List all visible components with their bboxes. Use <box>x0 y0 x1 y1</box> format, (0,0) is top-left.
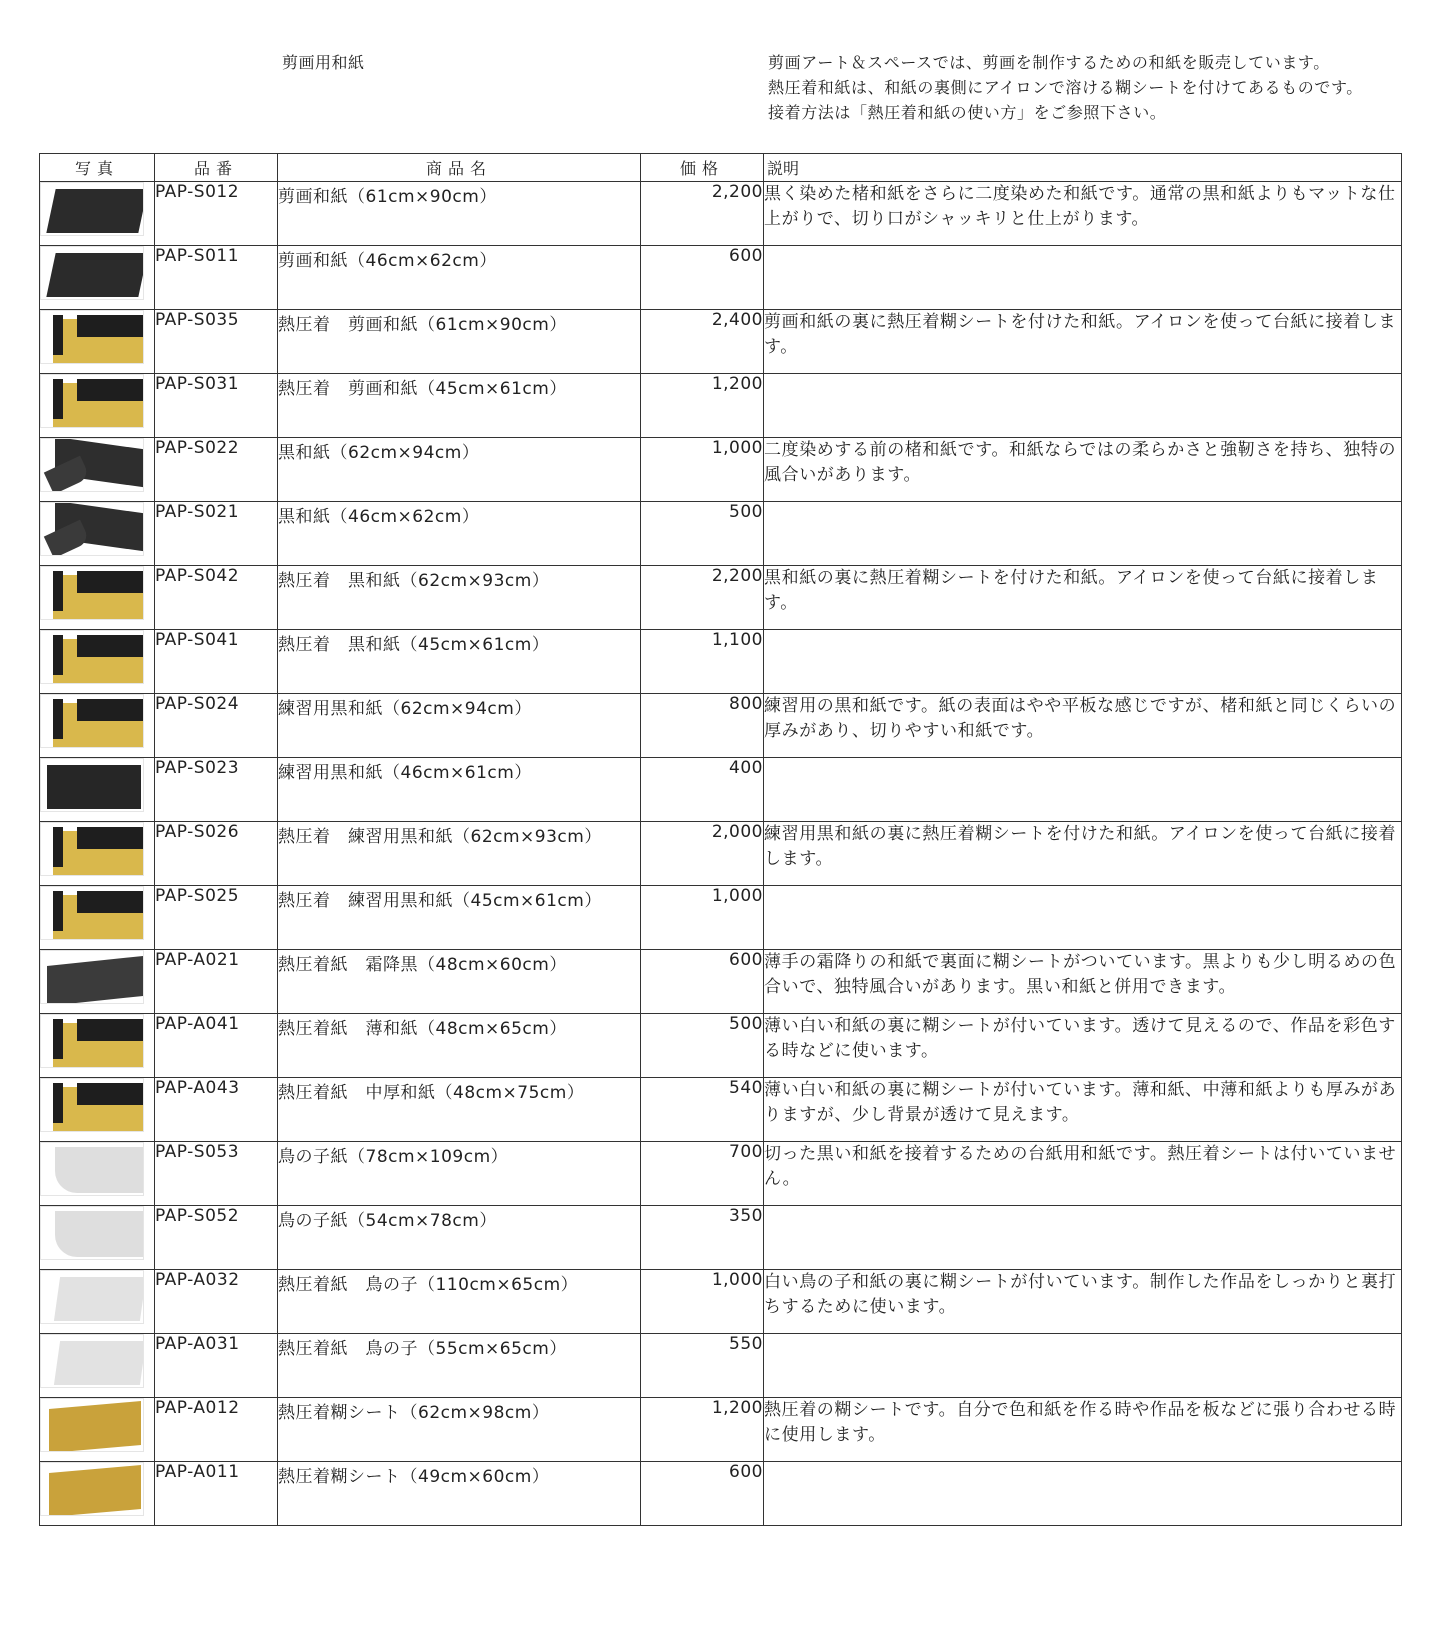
product-name: 熱圧着紙 鳥の子（55cm×65cm） <box>278 1334 641 1398</box>
product-photo-cell <box>40 822 155 886</box>
product-thumbnail <box>40 1334 144 1388</box>
paper-sheet-shape <box>77 379 143 401</box>
product-price: 2,000 <box>641 822 764 886</box>
product-code: PAP-A041 <box>155 1014 278 1078</box>
paper-sheet-shape <box>53 699 63 739</box>
product-price: 540 <box>641 1078 764 1142</box>
product-price: 500 <box>641 1014 764 1078</box>
product-photo-cell <box>40 758 155 822</box>
product-table <box>39 153 1402 1526</box>
product-code: PAP-S042 <box>155 566 278 630</box>
intro-line: 剪画アート＆スペースでは、剪画を制作するための和紙を販売しています。 <box>768 53 1330 72</box>
paper-sheet-shape <box>53 1083 63 1123</box>
product-name: 熱圧着紙 霜降黒（48cm×60cm） <box>278 950 641 1014</box>
header-price: 価格 <box>641 154 764 182</box>
intro-line: 接着方法は「熱圧着和紙の使い方」をご参照下さい。 <box>768 103 1167 122</box>
paper-sheet-shape <box>49 1465 141 1516</box>
product-price: 1,000 <box>641 1270 764 1334</box>
product-code: PAP-S052 <box>155 1206 278 1270</box>
product-name: 熱圧着紙 中厚和紙（48cm×75cm） <box>278 1078 641 1142</box>
product-description: 練習用の黒和紙です。紙の表面はやや平板な感じですが、楮和紙と同じくらいの厚みがあり、切りやすい和紙です。 <box>764 694 1402 758</box>
table-row <box>40 182 1402 246</box>
product-thumbnail <box>40 1014 144 1068</box>
product-thumbnail <box>40 1462 144 1516</box>
product-price: 600 <box>641 246 764 310</box>
product-name: 熱圧着 剪画和紙（45cm×61cm） <box>278 374 641 438</box>
paper-sheet-shape <box>77 571 143 593</box>
product-code: PAP-A043 <box>155 1078 278 1142</box>
table-row <box>40 1206 1402 1270</box>
product-photo-cell <box>40 1334 155 1398</box>
product-thumbnail <box>40 310 144 364</box>
table-row <box>40 822 1402 886</box>
header-desc: 説明 <box>764 154 1402 182</box>
product-name: 剪画和紙（61cm×90cm） <box>278 182 641 246</box>
product-name: 熱圧着紙 薄和紙（48cm×65cm） <box>278 1014 641 1078</box>
product-name: 熱圧着 練習用黒和紙（62cm×93cm） <box>278 822 641 886</box>
product-photo-cell <box>40 694 155 758</box>
product-photo-cell <box>40 182 155 246</box>
product-description: 薄い白い和紙の裏に糊シートが付いています。透けて見えるので、作品を彩色する時などに使います。 <box>764 1014 1402 1078</box>
product-description: 薄い白い和紙の裏に糊シートが付いています。薄和紙、中薄和紙よりも厚みがありますが、少し背景が透けて見えます。 <box>764 1078 1402 1142</box>
product-code: PAP-S012 <box>155 182 278 246</box>
product-price: 1,100 <box>641 630 764 694</box>
product-photo-cell <box>40 566 155 630</box>
product-photo-cell <box>40 502 155 566</box>
product-description: 白い鳥の子和紙の裏に糊シートが付いています。制作した作品をしっかりと裏打ちするために使います。 <box>764 1270 1402 1334</box>
table-row <box>40 502 1402 566</box>
product-name: 熱圧着 剪画和紙（61cm×90cm） <box>278 310 641 374</box>
product-price: 800 <box>641 694 764 758</box>
product-photo-cell <box>40 1142 155 1206</box>
product-name: 熱圧着 黒和紙（62cm×93cm） <box>278 566 641 630</box>
product-code: PAP-S035 <box>155 310 278 374</box>
paper-sheet-shape <box>53 827 63 867</box>
product-name: 熱圧着糊シート（62cm×98cm） <box>278 1398 641 1462</box>
product-photo-cell <box>40 1206 155 1270</box>
paper-sheet-shape <box>77 1083 143 1105</box>
table-row <box>40 1270 1402 1334</box>
paper-sheet-shape <box>54 1277 144 1321</box>
product-thumbnail <box>40 182 144 236</box>
product-photo-cell <box>40 1462 155 1526</box>
product-description <box>764 374 1402 438</box>
product-description: 熱圧着の糊シートです。自分で色和紙を作る時や作品を板などに張り合わせる時に使用します。 <box>764 1398 1402 1462</box>
product-thumbnail <box>40 822 144 876</box>
product-price: 1,000 <box>641 438 764 502</box>
product-photo-cell <box>40 630 155 694</box>
table-row <box>40 1078 1402 1142</box>
table-row <box>40 566 1402 630</box>
product-description <box>764 1462 1402 1526</box>
paper-sheet-shape <box>47 765 141 809</box>
product-description <box>764 886 1402 950</box>
paper-sheet-shape <box>53 571 63 611</box>
product-code: PAP-A011 <box>155 1462 278 1526</box>
product-thumbnail <box>40 1206 144 1260</box>
product-code: PAP-A032 <box>155 1270 278 1334</box>
table-row <box>40 1398 1402 1462</box>
paper-sheet-shape <box>77 1019 143 1041</box>
product-name: 黒和紙（62cm×94cm） <box>278 438 641 502</box>
product-code: PAP-S031 <box>155 374 278 438</box>
product-price: 2,400 <box>641 310 764 374</box>
product-code: PAP-S011 <box>155 246 278 310</box>
header-photo: 写真 <box>40 154 155 182</box>
product-name: 熱圧着紙 鳥の子（110cm×65cm） <box>278 1270 641 1334</box>
product-code: PAP-A031 <box>155 1334 278 1398</box>
product-name: 熱圧着 練習用黒和紙（45cm×61cm） <box>278 886 641 950</box>
table-row <box>40 246 1402 310</box>
product-code: PAP-A012 <box>155 1398 278 1462</box>
paper-sheet-shape <box>53 635 63 675</box>
product-name: 熱圧着 黒和紙（45cm×61cm） <box>278 630 641 694</box>
table-row <box>40 886 1402 950</box>
product-price: 2,200 <box>641 182 764 246</box>
product-price: 550 <box>641 1334 764 1398</box>
table-row <box>40 758 1402 822</box>
product-name: 鳥の子紙（78cm×109cm） <box>278 1142 641 1206</box>
product-description <box>764 246 1402 310</box>
product-price: 1,200 <box>641 1398 764 1462</box>
product-code: PAP-S024 <box>155 694 278 758</box>
paper-sheet-shape <box>77 891 143 913</box>
product-thumbnail <box>40 246 144 300</box>
product-thumbnail <box>40 758 144 812</box>
product-description: 黒和紙の裏に熱圧着糊シートを付けた和紙。アイロンを使って台紙に接着します。 <box>764 566 1402 630</box>
product-name: 鳥の子紙（54cm×78cm） <box>278 1206 641 1270</box>
product-description <box>764 1334 1402 1398</box>
table-row <box>40 1334 1402 1398</box>
product-name: 剪画和紙（46cm×62cm） <box>278 246 641 310</box>
product-code: PAP-S026 <box>155 822 278 886</box>
paper-sheet-shape <box>53 1019 63 1059</box>
product-photo-cell <box>40 310 155 374</box>
product-price: 600 <box>641 950 764 1014</box>
table-body <box>40 182 1402 1526</box>
product-price: 700 <box>641 1142 764 1206</box>
product-thumbnail <box>40 438 144 492</box>
product-thumbnail <box>40 1078 144 1132</box>
product-thumbnail <box>40 630 144 684</box>
product-price: 600 <box>641 1462 764 1526</box>
product-description: 練習用黒和紙の裏に熱圧着糊シートを付けた和紙。アイロンを使って台紙に接着します。 <box>764 822 1402 886</box>
product-thumbnail <box>40 1398 144 1452</box>
product-photo-cell <box>40 886 155 950</box>
product-photo-cell <box>40 246 155 310</box>
product-thumbnail <box>40 1142 144 1196</box>
table-row <box>40 950 1402 1014</box>
paper-sheet-shape <box>77 827 143 849</box>
product-thumbnail <box>40 1270 144 1324</box>
paper-sheet-shape <box>49 1401 141 1452</box>
product-thumbnail <box>40 694 144 748</box>
product-description: 二度染めする前の楮和紙です。和紙ならではの柔らかさと強靭さを持ち、独特の風合いがあります。 <box>764 438 1402 502</box>
product-price: 1,000 <box>641 886 764 950</box>
header-code: 品番 <box>155 154 278 182</box>
product-price: 1,200 <box>641 374 764 438</box>
product-price: 2,200 <box>641 566 764 630</box>
paper-sheet-shape <box>47 956 143 1004</box>
product-photo-cell <box>40 1398 155 1462</box>
product-thumbnail <box>40 502 144 556</box>
paper-sheet-shape <box>77 315 143 337</box>
product-thumbnail <box>40 886 144 940</box>
paper-sheet-shape <box>54 1341 144 1385</box>
paper-sheet-shape <box>77 635 143 657</box>
table-row <box>40 694 1402 758</box>
header-name: 商品名 <box>278 154 641 182</box>
intro-line: 熱圧着和紙は、和紙の裏側にアイロンで溶ける糊シートを付けてあるものです。 <box>768 78 1363 97</box>
paper-sheet-shape <box>53 315 63 355</box>
product-code: PAP-S023 <box>155 758 278 822</box>
product-description <box>764 630 1402 694</box>
table-row <box>40 1142 1402 1206</box>
table-row <box>40 630 1402 694</box>
product-name: 熱圧着糊シート（49cm×60cm） <box>278 1462 641 1526</box>
product-name: 黒和紙（46cm×62cm） <box>278 502 641 566</box>
paper-sheet-shape <box>53 379 63 419</box>
table-row <box>40 438 1402 502</box>
product-code: PAP-S053 <box>155 1142 278 1206</box>
product-description <box>764 758 1402 822</box>
product-photo-cell <box>40 374 155 438</box>
page-title: 剪画用和紙 <box>282 53 365 72</box>
product-code: PAP-A021 <box>155 950 278 1014</box>
product-description: 剪画和紙の裏に熱圧着糊シートを付けた和紙。アイロンを使って台紙に接着します。 <box>764 310 1402 374</box>
intro-text <box>768 50 1408 125</box>
paper-sheet-shape <box>77 699 143 721</box>
product-description: 薄手の霜降りの和紙で裏面に糊シートがついています。黒よりも少し明るめの色合いで、独特風合いがあります。黒い和紙と併用できます。 <box>764 950 1402 1014</box>
product-code: PAP-S025 <box>155 886 278 950</box>
product-photo-cell <box>40 438 155 502</box>
paper-sheet-shape <box>46 253 144 297</box>
product-code: PAP-S022 <box>155 438 278 502</box>
paper-sheet-shape <box>55 1211 143 1257</box>
product-price: 350 <box>641 1206 764 1270</box>
paper-sheet-shape <box>46 189 144 233</box>
product-photo-cell <box>40 1014 155 1078</box>
table-header-row <box>40 154 1402 182</box>
product-photo-cell <box>40 1270 155 1334</box>
product-code: PAP-S041 <box>155 630 278 694</box>
paper-sheet-shape <box>55 1147 143 1193</box>
product-photo-cell <box>40 1078 155 1142</box>
table-row <box>40 1014 1402 1078</box>
table-row <box>40 374 1402 438</box>
product-price: 500 <box>641 502 764 566</box>
product-name: 練習用黒和紙（62cm×94cm） <box>278 694 641 758</box>
product-photo-cell <box>40 950 155 1014</box>
product-description: 黒く染めた楮和紙をさらに二度染めた和紙です。通常の黒和紙よりもマットな仕上がりで、切り口がシャッキリと仕上がります。 <box>764 182 1402 246</box>
product-price: 400 <box>641 758 764 822</box>
table-row <box>40 1462 1402 1526</box>
product-description <box>764 1206 1402 1270</box>
product-thumbnail <box>40 566 144 620</box>
product-code: PAP-S021 <box>155 502 278 566</box>
product-description: 切った黒い和紙を接着するための台紙用和紙です。熱圧着シートは付いていません。 <box>764 1142 1402 1206</box>
table-row <box>40 310 1402 374</box>
product-name: 練習用黒和紙（46cm×61cm） <box>278 758 641 822</box>
product-description <box>764 502 1402 566</box>
product-thumbnail <box>40 374 144 428</box>
product-thumbnail <box>40 950 144 1004</box>
paper-sheet-shape <box>53 891 63 931</box>
